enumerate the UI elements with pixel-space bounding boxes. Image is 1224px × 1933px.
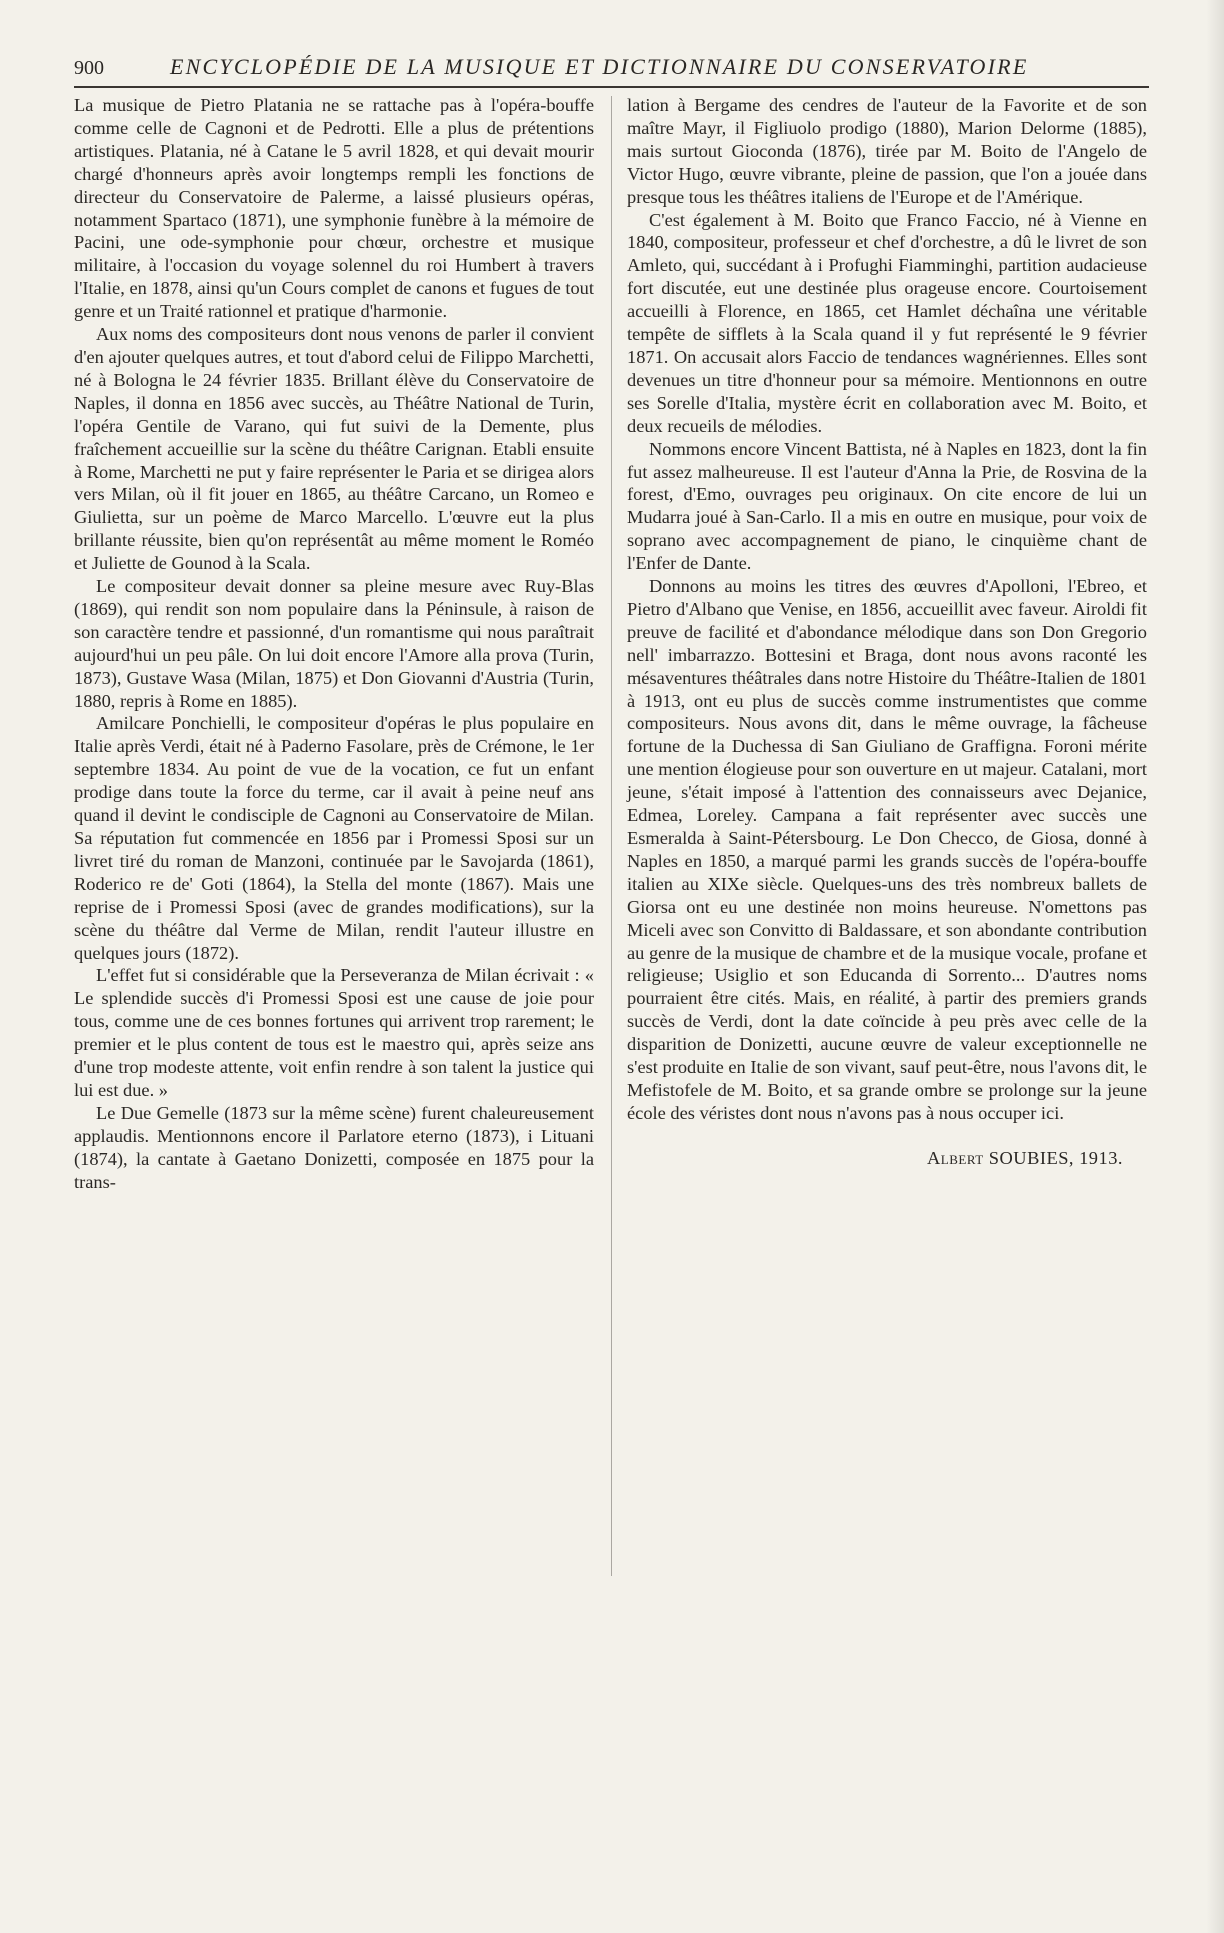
paragraph: Nommons encore Vincent Battista, né à Naples en 1823, dont la fin fut assez malheureuse. Il est l'auteur d'Anna la Prie, de Rosvina de la forest, d'Emo, ouvrages peu originaux. On cite encore de lui un Mudarra joué à San-Carlo. Il a mis en outre en musique, pour voix de soprano avec accompagnement de piano, le cinquième chant de l'Enfer de Dante. — [627, 438, 1147, 574]
header-rule — [74, 86, 1149, 88]
page-edge-shadow — [1206, 0, 1224, 1933]
page-header — [74, 54, 1149, 88]
left-column — [74, 94, 594, 1194]
paragraph: L'effet fut si considérable que la Perseveranza de Milan écrivait : « Le splendide succès d'i Promessi Sposi est une cause de joie pour tous, comme une de ces bonnes fortunes qui arrivent trop rarement; le premier et le plus content de tous est le maestro qui, après seize ans d'une trop modeste attente, voit enfin rendre à son talent la justice qui lui est due. » — [74, 965, 594, 1100]
paragraph: C'est également à M. Boito que Franco Faccio, né à Vienne en 1840, compositeur, professeur et chef d'orchestre, a dû le livret de son Amleto, qui, succédant à i Profughi Fiamminghi, partition audacieuse fort discutée, eut une destinée plus orageuse encore. Courtoisement accueilli à Florence, en 1865, cet Hamlet déchaîna une véritable tempête de sifflets à la Scala quand il y fut représenté le 9 février 1871. On accusait alors Faccio de tendances wagnériennes. Elles sont devenues un titre d'honneur pour sa mémoire. Mentionnons en outre ses Sorelle d'Italia, mystère écrit en collaboration avec M. Boito, et deux recueils de mélodies. — [627, 209, 1147, 436]
page-number: 900 — [74, 57, 104, 79]
right-column — [627, 94, 1147, 1170]
paragraph: La musique de Pietro Platania ne se rattache pas à l'opéra-bouffe comme celle de Cagnoni et de Pedrotti. Elle a plus de prétentions artistiques. Platania, né à Catane le 5 avril 1828, et qui devait mourir chargé d'honneurs après avoir longtemps rempli les fonctions de directeur du Conservatoire de Palerme, a laissé plusieurs opéras, notamment Spartaco (1871), une symphonie funèbre à la mémoire de Pacini, une ode-symphonie pour chœur, orchestre et musique militaire, à l'occasion du voyage solennel du roi Humbert à travers l'Italie, en 1878, ainsi qu'un Cours complet de canons et fugues de tout genre et un Traité rationnel et pratique d'harmonie. — [74, 95, 594, 322]
running-title: ENCYCLOPÉDIE DE LA MUSIQUE ET DICTIONNAIRE DU CONSERVATOIRE — [170, 54, 1029, 79]
author-signature: Albert SOUBIES, 1913. — [927, 1147, 1123, 1168]
paragraph: Amilcare Ponchielli, le compositeur d'opéras le plus populaire en Italie après Verdi, était né à Paderno Fasolare, près de Crémone, le 1er septembre 1834. Au point de vue de la vocation, ce fut un enfant prodige dans toute la force du terme, car il avait à peine neuf ans quand il devint le condisciple de Cagnoni au Conservatoire de Milan. Sa réputation fut commencée en 1856 par i Promessi Sposi sur un livret tiré du roman de Manzoni, continuée par le Savojarda (1861), Roderico re de' Goti (1864), la Stella del monte (1867). Mais une reprise de i Promessi Sposi (avec de grandes modifications), sur la scène du théâtre dal Verme de Milan, rendit l'auteur illustre en quelques jours (1872). — [74, 713, 594, 963]
paragraph: Le Due Gemelle (1873 sur la même scène) furent chaleureusement applaudis. Mentionnons encore il Parlatore eterno (1873), i Lituani (1874), la cantate à Gaetano Donizetti, composée en 1875 pour la trans- — [74, 1102, 594, 1192]
paragraph: Aux noms des compositeurs dont nous venons de parler il convient d'en ajouter quelques autres, et tout d'abord celui de Filippo Marchetti, né à Bologna le 24 février 1835. Brillant élève du Conservatoire de Naples, il donna en 1856 avec succès, au Théâtre National de Turin, l'opéra Gentile de Varano, qui fut suivi de la Demente, plus fraîchement accueillie sur la scène du théâtre Carignan. Etabli ensuite à Rome, Marchetti ne put y faire représenter le Paria et se dirigea alors vers Milan, où il fit jouer en 1865, au théâtre Carcano, un Romeo e Giulietta, sur un poème de Marco Marcello. L'œuvre eut la plus brillante réussite, bien qu'on représentât au même moment le Roméo et Juliette de Gounod à la Scala. — [74, 324, 594, 574]
paragraph: Donnons au moins les titres des œuvres d'Apolloni, l'Ebreo, et Pietro d'Albano que Venise, en 1856, accueillit avec faveur. Airoldi fit preuve de facilité et d'abondance mélodique dans son Don Gregorio nell' imbarrazzo. Bottesini et Braga, dont nous avons raconté les mésaventures théâtrales dans notre Histoire du Théâtre-Italien de 1801 à 1913, ont eu plus de succès comme instrumentistes que comme compositeurs. Nous avons dit, dans le même ouvrage, la fâcheuse fortune de la Duchessa di San Giuliano de Graffigna. Foroni mérite une mention élogieuse pour son ouverture en ut majeur. Catalani, mort jeune, s'était imposé à l'attention des connaisseurs avec Dejanice, Edmea, Loreley. Campana a fait représenter avec succès une Esmeralda à Saint-Pétersbourg. Le Don Checco, de Giosa, donné à Naples en 1850, a marqué parmi les grands succès de l'opéra-bouffe italien au XIXe siècle. Quelques-uns des très nombreux ballets de Giorsa ont eu une destinée non moins heureuse. N'omettons pas Miceli avec son Convitto di Baldassare, et son abondante contribution au genre de la musique de chambre et de la musique vocale, profane et religieuse; Usiglio et son Educanda di Sorrento... D'autres noms pourraient être cités. Mais, en réalité, à partir des premiers grands succès de Verdi, dont la date coïncide à peu près avec celle de la disparition de Donizetti, aucune œuvre de valeur exceptionnelle ne s'est produite en Italie de son vivant, sauf peut-être, nous l'avons dit, le Mefistofele de M. Boito, et sa grande ombre se prolonge sur la jeune école des véristes dont nous n'avons pas à nous occuper ici. — [627, 576, 1147, 1123]
column-divider — [611, 96, 612, 1576]
paragraph: Le compositeur devait donner sa pleine mesure avec Ruy-Blas (1869), qui rendit son nom populaire dans la Péninsule, à raison de son caractère tendre et passionné, d'un romantisme qui nous paraîtrait aujourd'hui un peu pâle. On lui doit encore l'Amore alla prova (Turin, 1873), Gustave Wasa (Milan, 1875) et Don Giovanni d'Austria (Turin, 1880, repris à Rome en 1885). — [74, 576, 594, 711]
paragraph: lation à Bergame des cendres de l'auteur de la Favorite et de son maître Mayr, il Figliuolo prodigo (1880), Marion Delorme (1885), mais surtout Gioconda (1876), tirée par M. Boito de l'Angelo de Victor Hugo, œuvre vibrante, pleine de passion, que l'on a jouée dans presque tous les théâtres italiens de l'Europe et de l'Amérique. — [627, 95, 1147, 207]
